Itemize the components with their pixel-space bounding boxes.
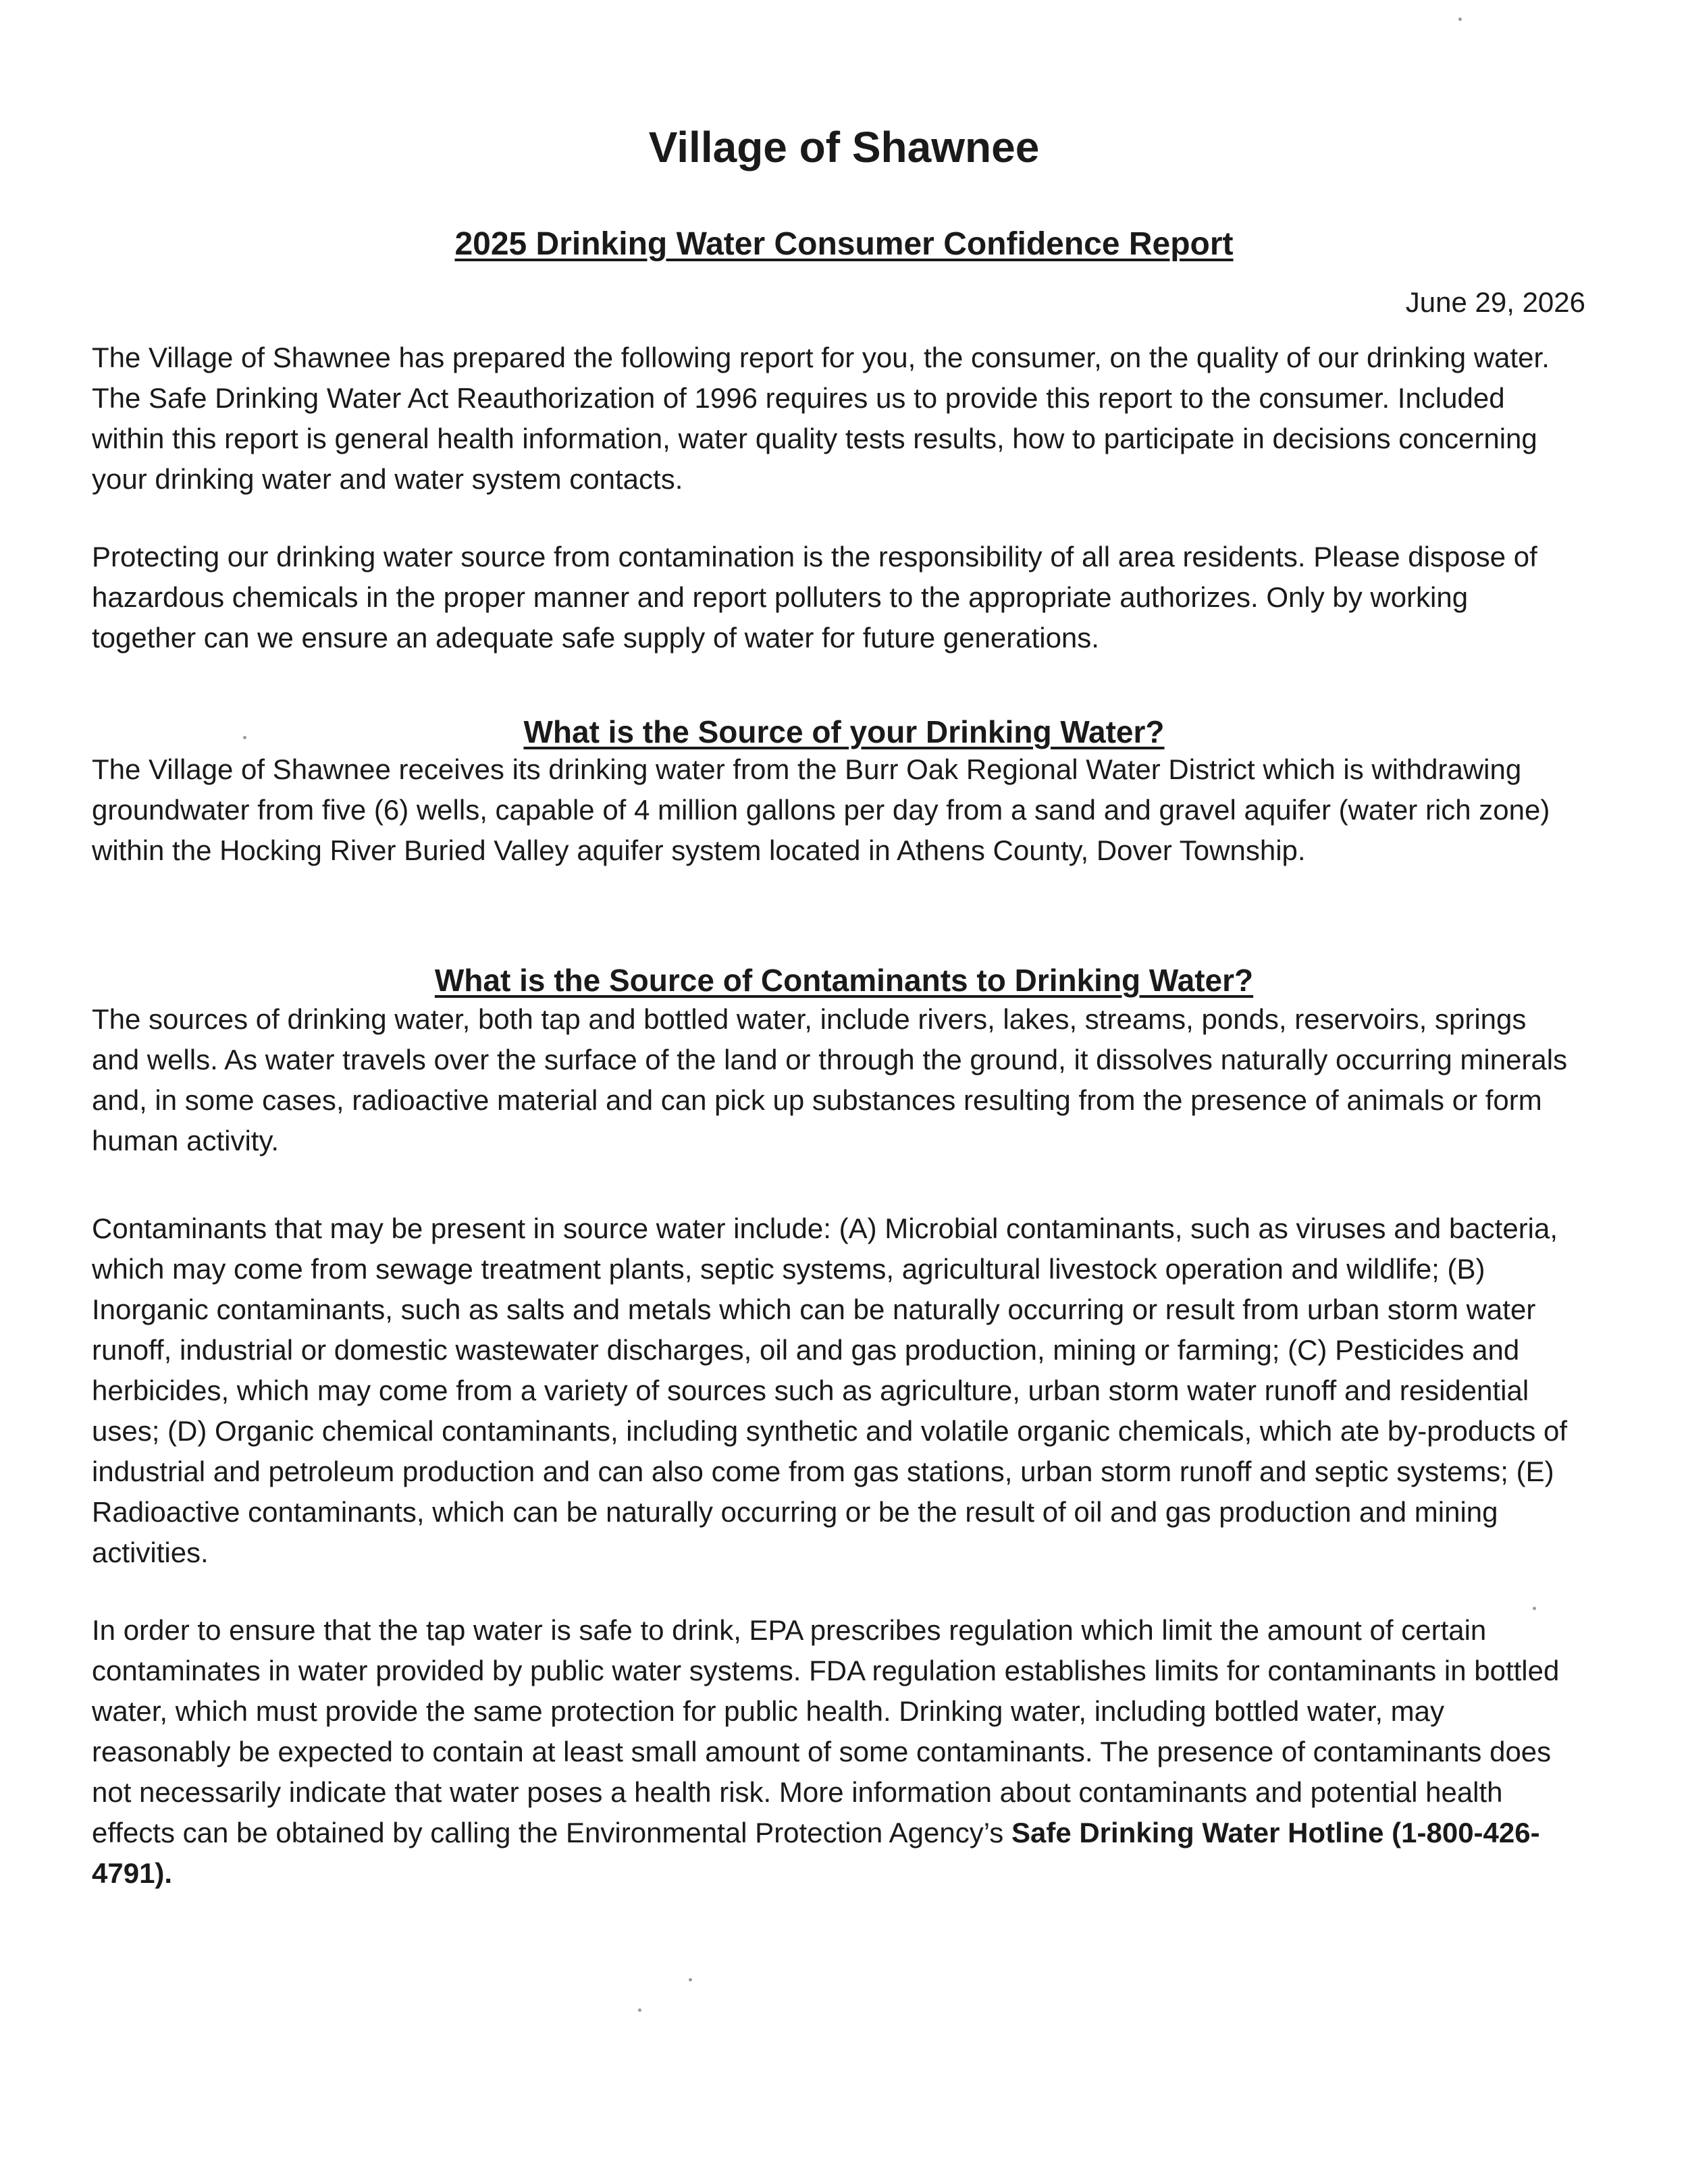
source-heading-text: What is the Source of your Drinking Water? <box>523 714 1165 749</box>
source-heading <box>0 712 1688 752</box>
report-subtitle-text: 2025 Drinking Water Consumer Confidence Report <box>454 226 1234 262</box>
contaminants-heading-text: What is the Source of Contaminants to Drinking Water? <box>434 963 1254 998</box>
protection-paragraph: Protecting our drinking water source from contamination is the responsibility of all area residents. Please dispose of hazardous chemicals in the proper manner and report polluters to the appropriate authorizes. Only by working together can we ensure an adequate safe supply of water for future generations. <box>92 541 1537 654</box>
hotline-text: Safe Drinking Water Hotline (1-800-426-4791). <box>92 1817 1540 1889</box>
source-paragraph: The Village of Shawnee receives its drinking water from the Burr Oak Regional Water District which is withdrawing groundwater from five (6) wells, capable of 4 million gallons per day from a sand and gravel aquifer (water rich zone) within the Hocking River Buried Valley aquifer system located in Athens County, Dover Township. <box>92 753 1550 866</box>
contaminant-sources-paragraph: The sources of drinking water, both tap and bottled water, include rivers, lakes, streams, ponds, reservoirs, springs and wells. As water travels over the surface of the land or through the ground, it dissolves naturally occurring minerals and, in some cases, radioactive material and can pick up substances resulting from the presence of animals or form human activity. <box>92 1003 1568 1156</box>
scan-speck <box>689 1978 692 1981</box>
report-date: June 29, 2026 <box>1405 286 1585 318</box>
scan-speck <box>243 736 246 739</box>
epa-regulation-paragraph <box>92 1610 1577 1894</box>
report-subtitle <box>0 224 1688 265</box>
scan-speck <box>638 2008 641 2012</box>
document-title: Village of Shawnee <box>648 123 1040 171</box>
scan-speck <box>1458 18 1462 21</box>
epa-regulation-text: In order to ensure that the tap water is safe to drink, EPA prescribes regulation which limit the amount of certain contaminates in water provided by public water systems. FDA regulation establishes limits for contaminants in bottled water, which must provide the same protection for public health. Drinking water, including bottled water, may reasonably be expected to contain at least small amount of some contaminants. The presence of contaminants does not necessarily indicate that water poses a health risk. More information about contaminants and potential health effects can be obtained by calling the Environmental Protection Agency’s <box>92 1614 1560 1848</box>
contaminant-types-paragraph: Contaminants that may be present in source water include: (A) Microbial contaminants, such as viruses and bacteria, which may come from sewage treatment plants, septic systems, agricultural livestock operation and wildlife; (B) Inorganic contaminants, such as salts and metals which can be naturally occurring or result from urban storm water runoff, industrial or domestic wastewater discharges, oil and gas production, mining or farming; (C) Pesticides and herbicides, which may come from a variety of sources such as agriculture, urban storm water runoff and residential uses; (D) Organic chemical contaminants, including synthetic and volatile organic chemicals, which ate by-products of industrial and petroleum production and can also come from gas stations, urban storm runoff and septic systems; (E) Radioactive contaminants, which can be naturally occurring or be the result of oil and gas production and mining activities. <box>92 1213 1568 1568</box>
contaminants-heading <box>0 960 1688 1001</box>
scan-speck <box>1533 1607 1536 1610</box>
intro-paragraph: The Village of Shawnee has prepared the following report for you, the consumer, on the quality of our drinking water. The Safe Drinking Water Act Reauthorization of 1996 requires us to provide this report to the consumer. Included within this report is general health information, water quality tests results, how to participate in decisions concerning your drinking water and water system contacts. <box>92 342 1550 495</box>
